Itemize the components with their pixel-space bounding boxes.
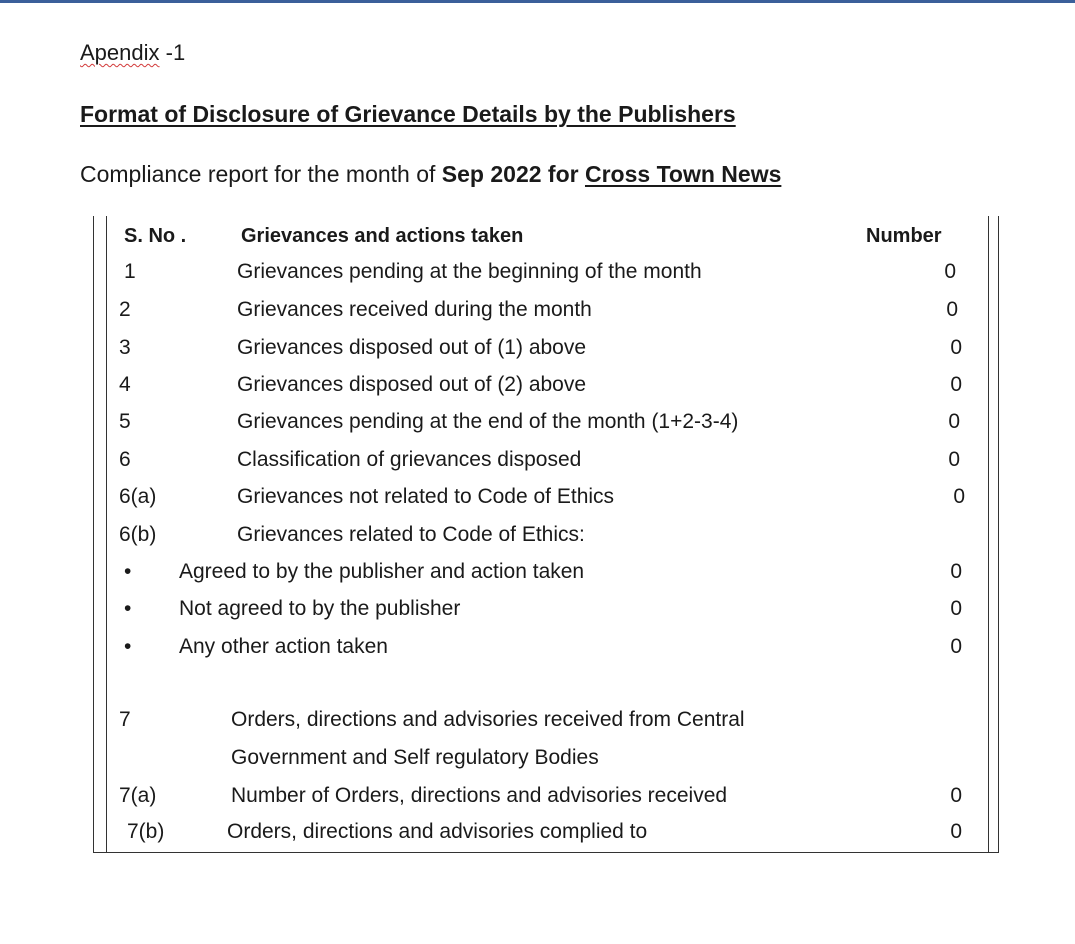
row-sno: 7(a)	[119, 784, 157, 807]
row-item: Any other action taken	[179, 635, 388, 658]
row-item-continued: Government and Self regulatory Bodies	[231, 746, 599, 769]
appendix-label	[80, 38, 185, 68]
bullet: •	[124, 560, 132, 583]
row-item: Classification of grievances disposed	[237, 448, 582, 471]
row-number: 0	[950, 373, 962, 396]
row-item: Orders, directions and advisories received from Central	[231, 708, 745, 731]
compliance-prefix: Compliance report for the month of	[80, 161, 442, 187]
row-sno: 7	[119, 708, 131, 731]
row-sno: 4	[119, 373, 131, 396]
row-item: Orders, directions and advisories complied to	[227, 820, 648, 843]
appendix-word: Apendix	[80, 40, 160, 65]
table-right-border-outer	[998, 216, 999, 853]
row-sno: 2	[119, 298, 131, 321]
row-item: Not agreed to by the publisher	[179, 597, 461, 620]
row-sno: 6	[119, 448, 131, 471]
table-left-border-inner	[106, 216, 107, 853]
table-right-border-inner	[988, 216, 989, 853]
compliance-period: Sep 2022 for	[441, 161, 579, 187]
document-heading: Format of Disclosure of Grievance Details by the Publishers	[80, 101, 736, 127]
compliance-publisher: Cross Town News	[584, 161, 782, 187]
row-sno: 6(b)	[119, 523, 157, 546]
appendix-suffix: -1	[159, 40, 186, 65]
row-number: 0	[950, 597, 962, 620]
bullet: •	[124, 597, 132, 620]
row-sno: 3	[119, 336, 131, 359]
row-number: 0	[944, 260, 956, 283]
bullet: •	[124, 635, 132, 658]
row-item: Grievances disposed out of (2) above	[237, 373, 587, 396]
row-sno: 7(b)	[127, 820, 165, 843]
table-left-border-outer	[93, 216, 94, 853]
row-item: Grievances related to Code of Ethics:	[237, 523, 585, 546]
row-sno: 1	[124, 260, 136, 283]
row-item: Grievances disposed out of (1) above	[237, 336, 587, 359]
header-number: Number	[866, 225, 942, 247]
row-number: 0	[950, 560, 962, 583]
header-item: Grievances and actions taken	[241, 225, 524, 247]
header-sno: S. No .	[124, 225, 187, 247]
row-number: 0	[953, 485, 965, 508]
row-number: 0	[948, 410, 960, 433]
row-item: Grievances not related to Code of Ethics	[237, 485, 615, 508]
row-number: 0	[950, 820, 962, 843]
row-item: Grievances pending at the beginning of the month	[237, 260, 702, 283]
table-bottom-border	[93, 852, 999, 853]
row-item: Grievances pending at the end of the month (1+2-3-4)	[237, 410, 739, 433]
row-item: Grievances received during the month	[237, 298, 592, 321]
row-number: 0	[950, 635, 962, 658]
compliance-line	[80, 159, 781, 189]
row-item: Number of Orders, directions and advisories received	[231, 784, 728, 807]
row-item: Agreed to by the publisher and action taken	[179, 560, 585, 583]
top-border	[0, 0, 1075, 3]
row-number: 0	[948, 448, 960, 471]
row-sno: 5	[119, 410, 131, 433]
row-number: 0	[950, 336, 962, 359]
row-number: 0	[946, 298, 958, 321]
row-sno: 6(a)	[119, 485, 157, 508]
row-number: 0	[950, 784, 962, 807]
